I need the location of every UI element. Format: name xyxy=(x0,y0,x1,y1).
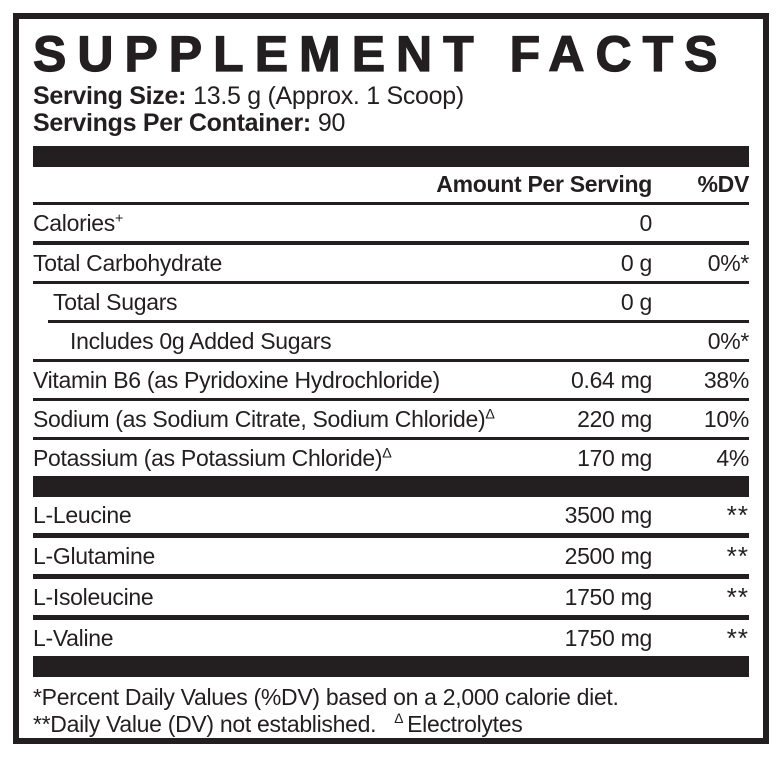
nutrient-amount: 0.64 mg xyxy=(570,366,652,393)
nutrient-name: Calories xyxy=(33,209,115,236)
ingredient-name: L-Leucine xyxy=(33,501,132,528)
serving-size-label: Serving Size: xyxy=(33,82,187,110)
footnote-daily-values: *Percent Daily Values (%DV) based on a 2,000 calorie diet. xyxy=(33,684,619,710)
table-row-potassium xyxy=(33,440,749,476)
ingredient-amount: 2500 mg xyxy=(564,542,652,569)
nutrient-superscript: + xyxy=(114,209,123,226)
ingredient-name: L-Valine xyxy=(33,624,114,651)
footnote-dv-text: **Daily Value (DV) not established. xyxy=(33,711,377,737)
nutrient-amount: 220 mg xyxy=(577,405,652,432)
ingredient-dv: ** xyxy=(726,499,749,530)
nutrient-superscript: Δ xyxy=(485,405,495,422)
section-divider-bar xyxy=(33,656,749,677)
nutrient-name: Sodium (as Sodium Citrate, Sodium Chloride) xyxy=(33,405,486,432)
nutrient-dv: 38% xyxy=(703,366,749,393)
page-title: SUPPLEMENT FACTS xyxy=(33,26,729,82)
ingredient-dv: ** xyxy=(726,622,749,653)
nutrient-dv: 4% xyxy=(716,444,749,471)
table-row-l-valine xyxy=(33,620,749,656)
servings-per-container-value: 90 xyxy=(317,109,346,137)
serving-size-value: 13.5 g (Approx. 1 Scoop) xyxy=(193,82,464,110)
column-header-amount: Amount Per Serving xyxy=(436,171,652,197)
ingredient-dv: ** xyxy=(726,581,749,612)
serving-size-line xyxy=(33,83,749,110)
section-divider-bar xyxy=(33,146,749,167)
nutrient-amount: 170 mg xyxy=(577,444,652,471)
nutrient-name: Total Sugars xyxy=(53,288,178,315)
nutrient-name: Potassium (as Potassium Chloride) xyxy=(33,444,383,471)
table-row-calories xyxy=(33,205,749,241)
electrolytes-superscript: Δ xyxy=(394,711,404,727)
nutrient-name: Total Carbohydrate xyxy=(33,249,222,276)
table-row-total-carbohydrate xyxy=(33,245,749,281)
nutrient-name: Vitamin B6 (as Pyridoxine Hydrochloride) xyxy=(33,366,440,393)
nutrient-name: Includes 0g Added Sugars xyxy=(70,327,332,354)
table-row-vitamin-b6 xyxy=(33,362,749,398)
nutrient-dv: 10% xyxy=(703,405,749,432)
section-divider-bar xyxy=(33,476,749,497)
ingredient-amount: 3500 mg xyxy=(564,501,652,528)
ingredient-amount: 1750 mg xyxy=(564,624,652,651)
servings-per-container-line xyxy=(33,110,749,137)
table-row-l-glutamine xyxy=(33,538,749,574)
nutrient-amount: 0 g xyxy=(620,288,652,315)
electrolytes-term: Electrolytes xyxy=(407,711,523,737)
ingredient-name: L-Glutamine xyxy=(33,542,155,569)
nutrient-amount: 0 g xyxy=(620,249,652,276)
nutrient-superscript: Δ xyxy=(382,444,392,461)
nutrient-dv: 0%* xyxy=(707,327,749,354)
column-header-dv: %DV xyxy=(697,171,749,197)
servings-per-container-label: Servings Per Container: xyxy=(33,109,311,137)
footnote-dv-not-established xyxy=(33,711,749,738)
table-row-total-sugars xyxy=(33,284,749,320)
nutrient-dv: 0%* xyxy=(707,249,749,276)
footnotes xyxy=(33,684,749,738)
ingredient-amount: 1750 mg xyxy=(564,583,652,610)
nutrient-amount: 0 xyxy=(639,209,652,236)
table-row-l-leucine xyxy=(33,497,749,533)
table-header-row xyxy=(33,167,749,202)
ingredient-dv: ** xyxy=(726,540,749,571)
label-panel xyxy=(13,13,769,744)
table-row-added-sugars xyxy=(33,323,749,359)
table-row-l-isoleucine xyxy=(33,579,749,615)
table-row-sodium xyxy=(33,401,749,437)
ingredient-name: L-Isoleucine xyxy=(33,583,154,610)
